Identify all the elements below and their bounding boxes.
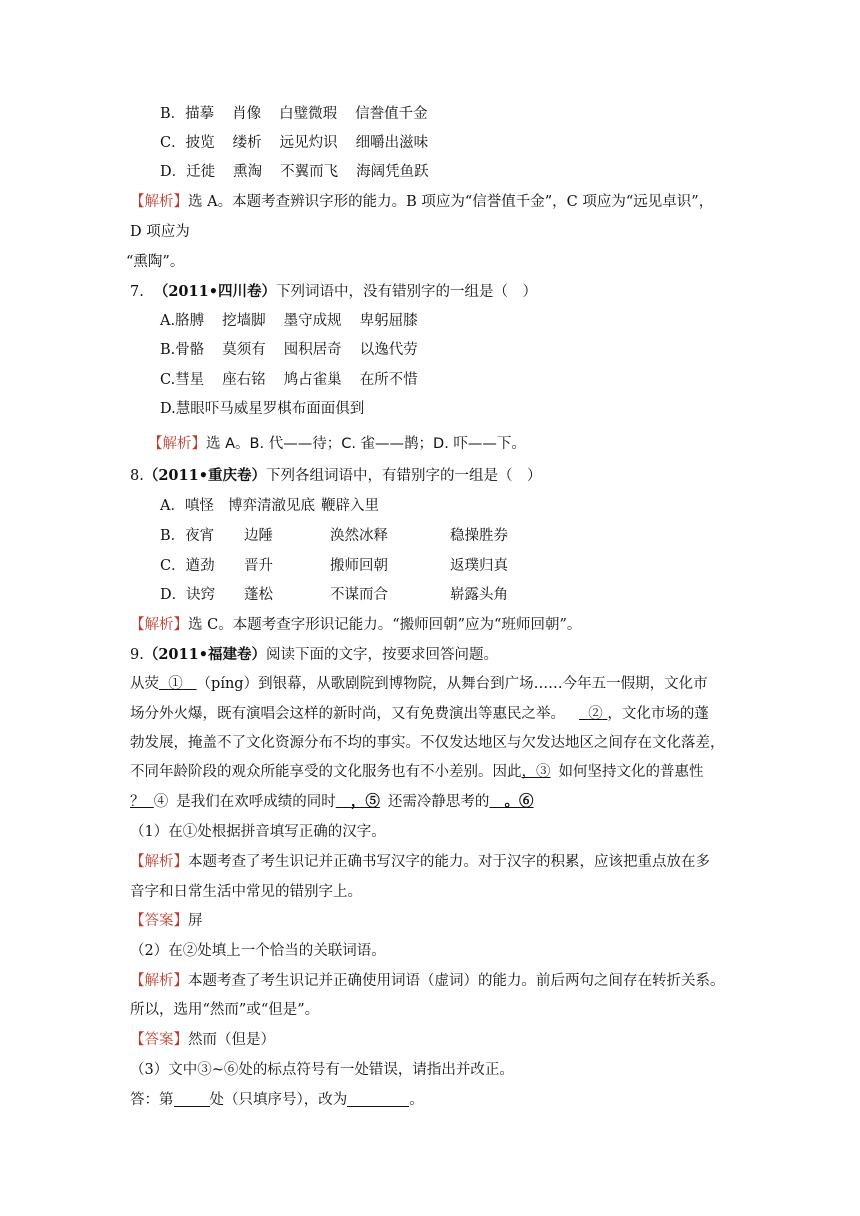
analysis-tag: 【解析】 bbox=[130, 973, 188, 989]
option-text: 囤积居奇 bbox=[283, 342, 342, 358]
q8-option-c bbox=[160, 556, 508, 576]
answer-tag: 【答案】 bbox=[130, 913, 188, 929]
passage-text: 场分外火爆，既有演唱会这样的新时尚，又有免费演出等惠民之举。 bbox=[130, 706, 565, 722]
option-text: 在所不惜 bbox=[359, 372, 418, 388]
q7-option-a bbox=[160, 311, 418, 331]
option-text: 不谋而合 bbox=[330, 587, 388, 603]
analysis-line: 音字和日常生活中常见的错别字上。 bbox=[130, 884, 362, 900]
analysis-tag: 【解析】 bbox=[130, 617, 188, 633]
option-text: 不翼而飞 bbox=[280, 164, 339, 180]
question-7-header bbox=[130, 282, 537, 302]
option-text: 返璞归真 bbox=[450, 558, 508, 574]
question-8-header bbox=[130, 466, 541, 486]
analysis-line bbox=[130, 615, 581, 635]
option-text: 座右铭 bbox=[222, 372, 266, 388]
passage-text: 是我们在欢呼成绩的同时 bbox=[176, 794, 336, 810]
answer-line bbox=[130, 1030, 275, 1050]
option-text: B．描摹 bbox=[160, 106, 215, 122]
option-text: 鸠占雀巢 bbox=[283, 372, 342, 388]
passage-text: 从荧 bbox=[130, 676, 159, 692]
q7-option-d: D.慧眼吓马威星罗棋布面面俱到 bbox=[160, 401, 365, 417]
passage-text: 不同年龄阶段的观众所能享受的文化服务也有不小差别。因此 bbox=[130, 764, 522, 780]
analysis-line: 所以，选用“然而”或“但是”。 bbox=[130, 1002, 320, 1018]
blank-marker bbox=[159, 676, 197, 692]
question-source: （2011•福建卷） bbox=[143, 646, 266, 663]
option-text: 熏淘 bbox=[233, 164, 263, 180]
analysis-line: “熏陶”。 bbox=[126, 254, 185, 270]
option-text: 白璧微瑕 bbox=[279, 106, 338, 122]
analysis-tag: 【解析】 bbox=[130, 854, 188, 870]
answer-prompt bbox=[130, 1090, 424, 1110]
option-row-d bbox=[160, 162, 429, 182]
option-row-b bbox=[160, 104, 428, 124]
option-text: 细嚼出滋味 bbox=[355, 135, 429, 151]
option-text: 信誊值千金 bbox=[355, 106, 428, 122]
analysis-text: 选 A。本题考查辨识字形的能力。B 项应为“信誉值千金”，C 项应为“远见卓识”， bbox=[188, 194, 714, 210]
question-number: 7. bbox=[130, 284, 144, 300]
blank-marker bbox=[336, 793, 380, 810]
question-9-header bbox=[130, 645, 498, 665]
option-text: D．诀窍 bbox=[160, 587, 216, 603]
option-text: 晋升 bbox=[244, 558, 273, 574]
answer-blank-correction[interactable] bbox=[347, 1091, 409, 1107]
option-text: 莫须有 bbox=[222, 342, 266, 358]
question-source: （2011•四川卷） bbox=[153, 283, 276, 300]
option-text: 边陲 bbox=[244, 528, 273, 544]
answer-text: 答：第 bbox=[130, 1092, 174, 1108]
option-text: 以逸代劳 bbox=[359, 342, 418, 358]
analysis-text: 选 C。本题考查字形识记能力。“搬师回朝”应为“班师回朝”。 bbox=[188, 617, 582, 633]
blank-marker bbox=[130, 794, 154, 810]
passage-line: 勃发展，掩盖不了文化资源分布不均的事实。不仅发达地区与欠发达地区之间存在文化落差， bbox=[130, 735, 725, 751]
blank-marker bbox=[579, 706, 607, 722]
passage-text: ？ bbox=[130, 794, 145, 810]
sub-question-1: （1）在①处根据拼音填写正确的汉字。 bbox=[130, 824, 386, 840]
passage-text: （píng）到银幕，从歌剧院到博物院，从舞台到广场……今年五一假期，文化市 bbox=[196, 676, 708, 692]
option-text: 博弈清澈见底 bbox=[227, 498, 315, 514]
analysis-line bbox=[130, 192, 713, 212]
passage-line bbox=[130, 762, 704, 782]
q7-option-b bbox=[160, 340, 418, 360]
analysis-text: 选 A。B. 代——待；C. 雀——鹊；D. 吓——下。 bbox=[206, 436, 526, 452]
answer-text: 。 bbox=[409, 1092, 424, 1108]
option-text: 肖像 bbox=[232, 106, 262, 122]
q8-option-b bbox=[160, 526, 508, 546]
question-prompt: 下列词语中，没有错别字的一组是（ ） bbox=[275, 284, 537, 300]
option-text: 蓬松 bbox=[244, 587, 273, 603]
option-text: 缕析 bbox=[232, 135, 262, 151]
analysis-text: 本题考查了考生识记并正确使用词语（虚词）的能力。前后两句之间存在转折关系。 bbox=[188, 973, 725, 989]
option-text: 崭露头角 bbox=[450, 587, 508, 603]
answer-blank-number[interactable] bbox=[174, 1091, 210, 1107]
option-text: A．嗔怪 bbox=[160, 498, 214, 514]
passage-text: ，⑤ bbox=[350, 793, 380, 810]
option-text: A.胳膊 bbox=[160, 313, 205, 329]
question-source: （2011•重庆卷） bbox=[143, 467, 266, 484]
option-text: 墨守成规 bbox=[283, 313, 342, 329]
sub-question-3: （3）文中③~⑥处的标点符号有一处错误，请指出并改正。 bbox=[130, 1062, 514, 1078]
analysis-line bbox=[148, 434, 526, 454]
analysis-text: 本题考查了考生识记并正确书写汉字的能力。对于汉字的积累，应该把重点放在多 bbox=[188, 854, 710, 870]
passage-text: 还需冷静思考的 bbox=[387, 794, 490, 810]
sub-question-2: （2）在②处填上一个恰当的关联词语。 bbox=[130, 943, 386, 959]
passage-text: 。⑥ bbox=[504, 793, 534, 810]
option-row-c bbox=[160, 133, 428, 153]
option-text: 搬师回朝 bbox=[330, 558, 388, 574]
passage-text: ，③ bbox=[521, 764, 551, 780]
passage-line bbox=[130, 674, 708, 694]
q8-option-a bbox=[160, 496, 379, 516]
analysis-line bbox=[130, 852, 710, 872]
passage-text: ④ bbox=[153, 794, 169, 810]
answer-tag: 【答案】 bbox=[130, 1032, 188, 1048]
option-text: B．夜宵 bbox=[160, 528, 215, 544]
answer-text: 屏 bbox=[188, 913, 203, 929]
option-text: 鞭辟入里 bbox=[320, 498, 379, 514]
blank-number: ① bbox=[168, 676, 183, 692]
passage-text: ，文化市场的蓬 bbox=[607, 706, 709, 722]
question-prompt: 下列各组词语中，有错别字的一组是（ ） bbox=[265, 468, 542, 484]
question-prompt: 阅读下面的文字，按要求回答问题。 bbox=[265, 647, 498, 663]
passage-line bbox=[130, 792, 534, 812]
passage-line bbox=[130, 704, 709, 724]
answer-text: 处（只填序号），改为 bbox=[209, 1092, 348, 1108]
option-text: C.彗星 bbox=[160, 372, 205, 388]
blank-marker bbox=[489, 793, 533, 810]
option-text: 海阔凭鱼跃 bbox=[356, 164, 429, 180]
option-text: D．迁徙 bbox=[160, 164, 216, 180]
option-text: 远见灼识 bbox=[279, 135, 338, 151]
analysis-line bbox=[130, 971, 725, 991]
q7-option-c bbox=[160, 370, 418, 390]
question-number: 8. bbox=[130, 468, 144, 484]
option-text: C．遒劲 bbox=[160, 558, 215, 574]
q8-option-d bbox=[160, 585, 508, 605]
option-text: 卑躬屈膝 bbox=[359, 313, 418, 329]
option-text: B.骨骼 bbox=[160, 342, 205, 358]
question-number: 9. bbox=[130, 647, 144, 663]
answer-line bbox=[130, 911, 203, 931]
analysis-tag: 【解析】 bbox=[148, 436, 206, 452]
passage-text: 如何坚持文化的普惠性 bbox=[558, 764, 704, 780]
option-text: 挖墙脚 bbox=[222, 313, 266, 329]
option-text: 涣然冰释 bbox=[330, 528, 388, 544]
option-text: C．披览 bbox=[160, 135, 215, 151]
analysis-tag: 【解析】 bbox=[130, 194, 188, 210]
answer-text: 然而（但是） bbox=[188, 1032, 275, 1048]
analysis-line: D 项应为 bbox=[130, 224, 190, 240]
blank-number: ② bbox=[588, 706, 603, 722]
option-text: 稳操胜券 bbox=[450, 528, 508, 544]
